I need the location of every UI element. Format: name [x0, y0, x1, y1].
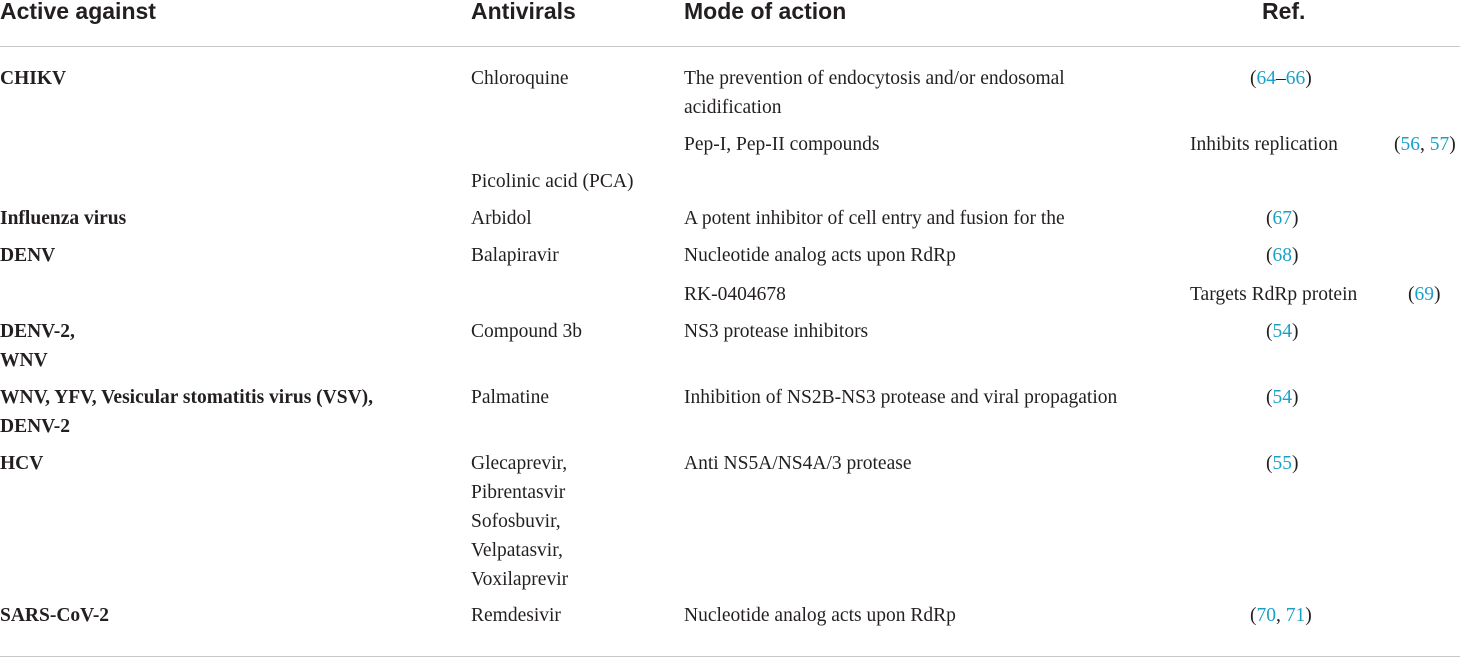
- table-cell-ref: (55): [1266, 453, 1299, 474]
- table-cell-active: WNV: [0, 350, 48, 371]
- column-header-mode-of-action: Mode of action: [684, 0, 847, 24]
- table-cell-antiviral: Pep-I, Pep-II compounds: [684, 134, 880, 155]
- table-cell-antiviral: Balapiravir: [471, 245, 559, 266]
- table-cell-antiviral: Palmatine: [471, 387, 549, 408]
- table-cell-ref: (68): [1266, 245, 1299, 266]
- reference-link[interactable]: 71: [1285, 605, 1306, 626]
- reference-link[interactable]: 56: [1400, 134, 1420, 155]
- column-header-antivirals: Antivirals: [471, 0, 576, 24]
- table-cell-active: HCV: [0, 453, 44, 474]
- table-cell-mode: Targets RdRp protein: [1190, 284, 1358, 305]
- table-cell-ref: (69): [1408, 284, 1441, 305]
- table-cell-mode: Nucleotide analog acts upon RdRp: [684, 245, 956, 266]
- table-cell-active: WNV, YFV, Vesicular stomatitis virus (VSV),: [0, 387, 374, 408]
- table-cell-ref: (70, 71): [1250, 605, 1312, 626]
- reference-link[interactable]: 69: [1414, 284, 1434, 305]
- reference-link[interactable]: 70: [1256, 605, 1276, 626]
- table-cell-mode: A potent inhibitor of cell entry and fusion for the: [684, 208, 1065, 229]
- table-cell-active: SARS-CoV-2: [0, 605, 110, 626]
- reference-link[interactable]: 64: [1256, 68, 1276, 89]
- table-cell-antiviral: Compound 3b: [471, 321, 583, 342]
- table-cell-mode: acidification: [684, 97, 782, 118]
- column-header-ref: Ref.: [1262, 0, 1306, 24]
- table-cell-antiviral: Remdesivir: [471, 605, 561, 626]
- table-cell-ref: (64–66): [1250, 68, 1312, 89]
- table-cell-mode: The prevention of endocytosis and/or endosomal: [684, 68, 1065, 89]
- table-cell-active: DENV-2: [0, 416, 71, 437]
- table-cell-antiviral: Picolinic acid (PCA): [471, 171, 634, 192]
- table-cell-mode: Inhibits replication: [1190, 134, 1338, 155]
- footer-rule: [0, 656, 1460, 657]
- reference-link[interactable]: 55: [1272, 453, 1292, 474]
- header-rule: [0, 46, 1460, 47]
- reference-link[interactable]: 67: [1272, 208, 1292, 229]
- column-header-active-against: Active against: [0, 0, 156, 24]
- reference-link[interactable]: 66: [1285, 68, 1306, 89]
- table-cell-active: DENV-2,: [0, 321, 75, 342]
- reference-link[interactable]: 57: [1429, 134, 1450, 155]
- reference-link[interactable]: 68: [1272, 245, 1292, 266]
- table-cell-ref: (54): [1266, 387, 1299, 408]
- table-cell-active: CHIKV: [0, 68, 67, 89]
- table-cell-antiviral: Sofosbuvir,: [471, 511, 561, 532]
- table-cell-antiviral: Glecaprevir,: [471, 453, 568, 474]
- table-cell-antiviral: Velpatasvir,: [471, 540, 563, 561]
- table-cell-ref: (67): [1266, 208, 1299, 229]
- table-cell-mode: Nucleotide analog acts upon RdRp: [684, 605, 956, 626]
- table-cell-mode: NS3 protease inhibitors: [684, 321, 869, 342]
- table-cell-antiviral: RK-0404678: [684, 284, 786, 305]
- table-cell-ref: (56, 57): [1394, 134, 1456, 155]
- table-cell-antiviral: Voxilaprevir: [471, 569, 569, 590]
- table-cell-antiviral: Pibrentasvir: [471, 482, 566, 503]
- table-cell-active: Influenza virus: [0, 208, 127, 229]
- table-cell-ref: (54): [1266, 321, 1299, 342]
- table-cell-antiviral: Arbidol: [471, 208, 532, 229]
- table-cell-active: DENV: [0, 245, 56, 266]
- reference-link[interactable]: 54: [1272, 387, 1292, 408]
- table-cell-mode: Anti NS5A/NS4A/3 protease: [684, 453, 912, 474]
- reference-link[interactable]: 54: [1272, 321, 1292, 342]
- table-cell-mode: Inhibition of NS2B-NS3 protease and viral propagation: [684, 387, 1118, 408]
- table-cell-antiviral: Chloroquine: [471, 68, 569, 89]
